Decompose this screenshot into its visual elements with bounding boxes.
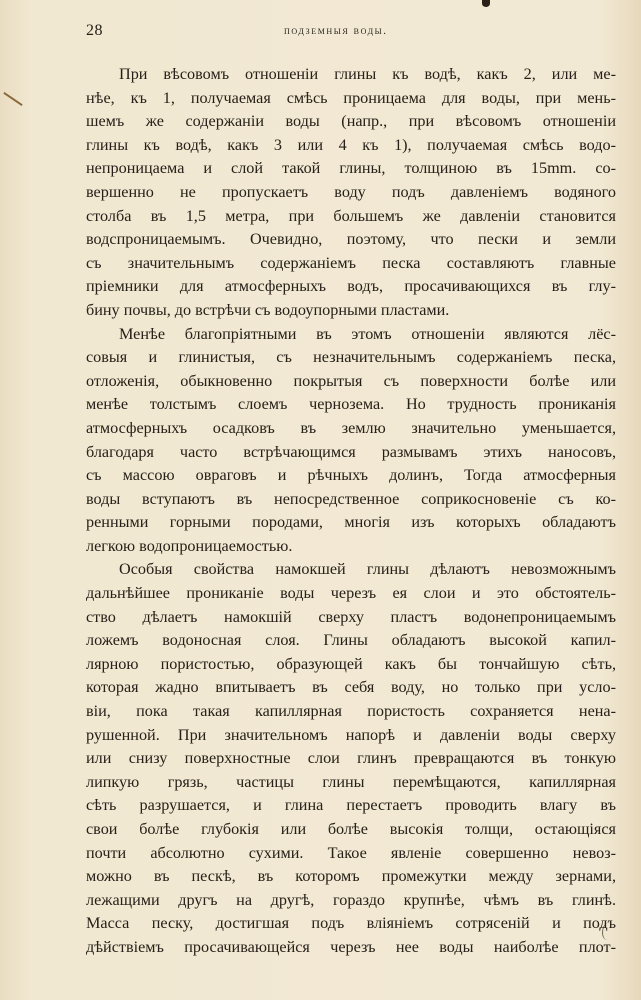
text-line: вершенно не пропускаетъ воду подъ давленіемъ водяного [86, 182, 616, 201]
text-line: При вѣсовомъ отношеніи глины къ водѣ, какъ 2, или ме- [119, 65, 616, 83]
text-line: съ массою овраговъ и рѣчныхъ долинъ, Тогда атмосферныя [86, 466, 616, 485]
ink-spot [482, 0, 490, 7]
text-line: совыя и глинистыя, съ незначительнымъ содержаніемъ песка, [86, 348, 616, 367]
text-line: Менѣе благопріятными въ этомъ отношеніи являются лёс- [119, 324, 616, 343]
text-line: дальнѣйшее прониканіе воды черезъ ея слои и это обстоятель- [86, 584, 616, 603]
text-line: или снизу поверхностные слои глинъ превращаются въ тонкую [86, 749, 616, 768]
text-line: легкою водопроницаемостью. [86, 536, 293, 555]
text-line: ство дѣлаетъ намокшій сверху пластъ водонепроницаемымъ [86, 607, 616, 626]
page-number: 28 [86, 22, 103, 39]
text-line: сѣть разрушается, и глина перестаетъ проводить влагу въ [86, 796, 616, 815]
text-line: которая жадно впитываетъ въ себя воду, но только при усло- [86, 678, 616, 697]
text-line: липкую грязь, частицы глины перемѣщаются, капиллярная [86, 772, 616, 791]
text-line: водспроницаемымъ. Очевидно, поэтому, что пески и земли [86, 230, 616, 249]
text-line: бину почвы, до встрѣчи съ водоупорными пластами. [86, 300, 450, 319]
text-line: благодаря часто встрѣчающимся размывамъ этихъ наносовъ, [86, 442, 616, 461]
text-line: атмосферныхъ осадковъ въ землю значительно уменьшается, [86, 418, 616, 437]
page-header [86, 22, 616, 46]
text-line: отложенія, обыкновенно покрытыя съ поверхности болѣе или [86, 371, 616, 390]
paragraph-3 [86, 558, 616, 959]
text-line: лярною пористостью, образующей какъ бы тончайшую сѣть, [86, 654, 616, 673]
paragraph-1 [86, 63, 616, 323]
text-line: можно въ пескѣ, въ которомъ промежутки между зернами, [86, 867, 616, 886]
text-line: Особыя свойства намокшей глины дѣлаютъ невозможнымъ [119, 560, 616, 579]
text-line: непроницаема и слой такой глины, толщиною въ 15mm. со- [86, 159, 616, 178]
text-line: съ значительнымъ содержаніемъ песка составляютъ главные [86, 253, 616, 272]
text-line: рушенной. При значительномъ напорѣ и давленіи воды сверху [86, 725, 616, 744]
text-line: ренными горными породами, многія изъ которыхъ обладаютъ [86, 513, 616, 532]
text-line: свои болѣе глубокія или болѣе высокія толщи, остающіяся [86, 820, 616, 838]
text-line: глины къ водѣ, какъ 3 или 4 къ 1), получаемая смѣсь водо- [86, 135, 616, 154]
body-text [86, 63, 616, 956]
text-line: столба въ 1,5 метра, при большемъ же давленіи становится [86, 206, 616, 225]
text-line: ложемъ водоносная слоя. Глины обладаютъ высокой капил- [86, 631, 616, 650]
text-line: пріемники для атмосферныхъ водъ, просачивающихся въ глу- [86, 277, 616, 296]
text-line: шемъ же содержаніи воды (напр., при вѣсовомъ отношеніи [86, 112, 616, 131]
running-head: подземныя воды. [284, 25, 388, 37]
paragraph-2 [86, 323, 616, 559]
text-line: віи, пока такая капиллярная пористость сохраняется нена- [86, 702, 616, 721]
text-line: нѣе, къ 1, получаемая смѣсь проницаема для воды, при мень- [86, 88, 616, 107]
text-line: менѣе толстымъ слоемъ чернозема. Но трудность прониканія [86, 395, 616, 414]
text-line: лежащими другъ на другѣ, гораздо крупнѣе, чѣмъ въ глинѣ. [86, 890, 616, 909]
text-line: дѣйствіемъ просачивающейся черезъ нее воды наиболѣе плот- [86, 937, 616, 956]
text-line: Масса песку, достигшая подъ вліяніемъ сотрясеній и подъ [86, 914, 616, 933]
text-line: воды вступаютъ въ непосредственное соприкосновеніе съ ко- [86, 489, 616, 508]
text-line: почти абсолютно сухими. Такое явленіе совершенно невоз- [86, 843, 616, 862]
margin-scratch [3, 92, 22, 106]
